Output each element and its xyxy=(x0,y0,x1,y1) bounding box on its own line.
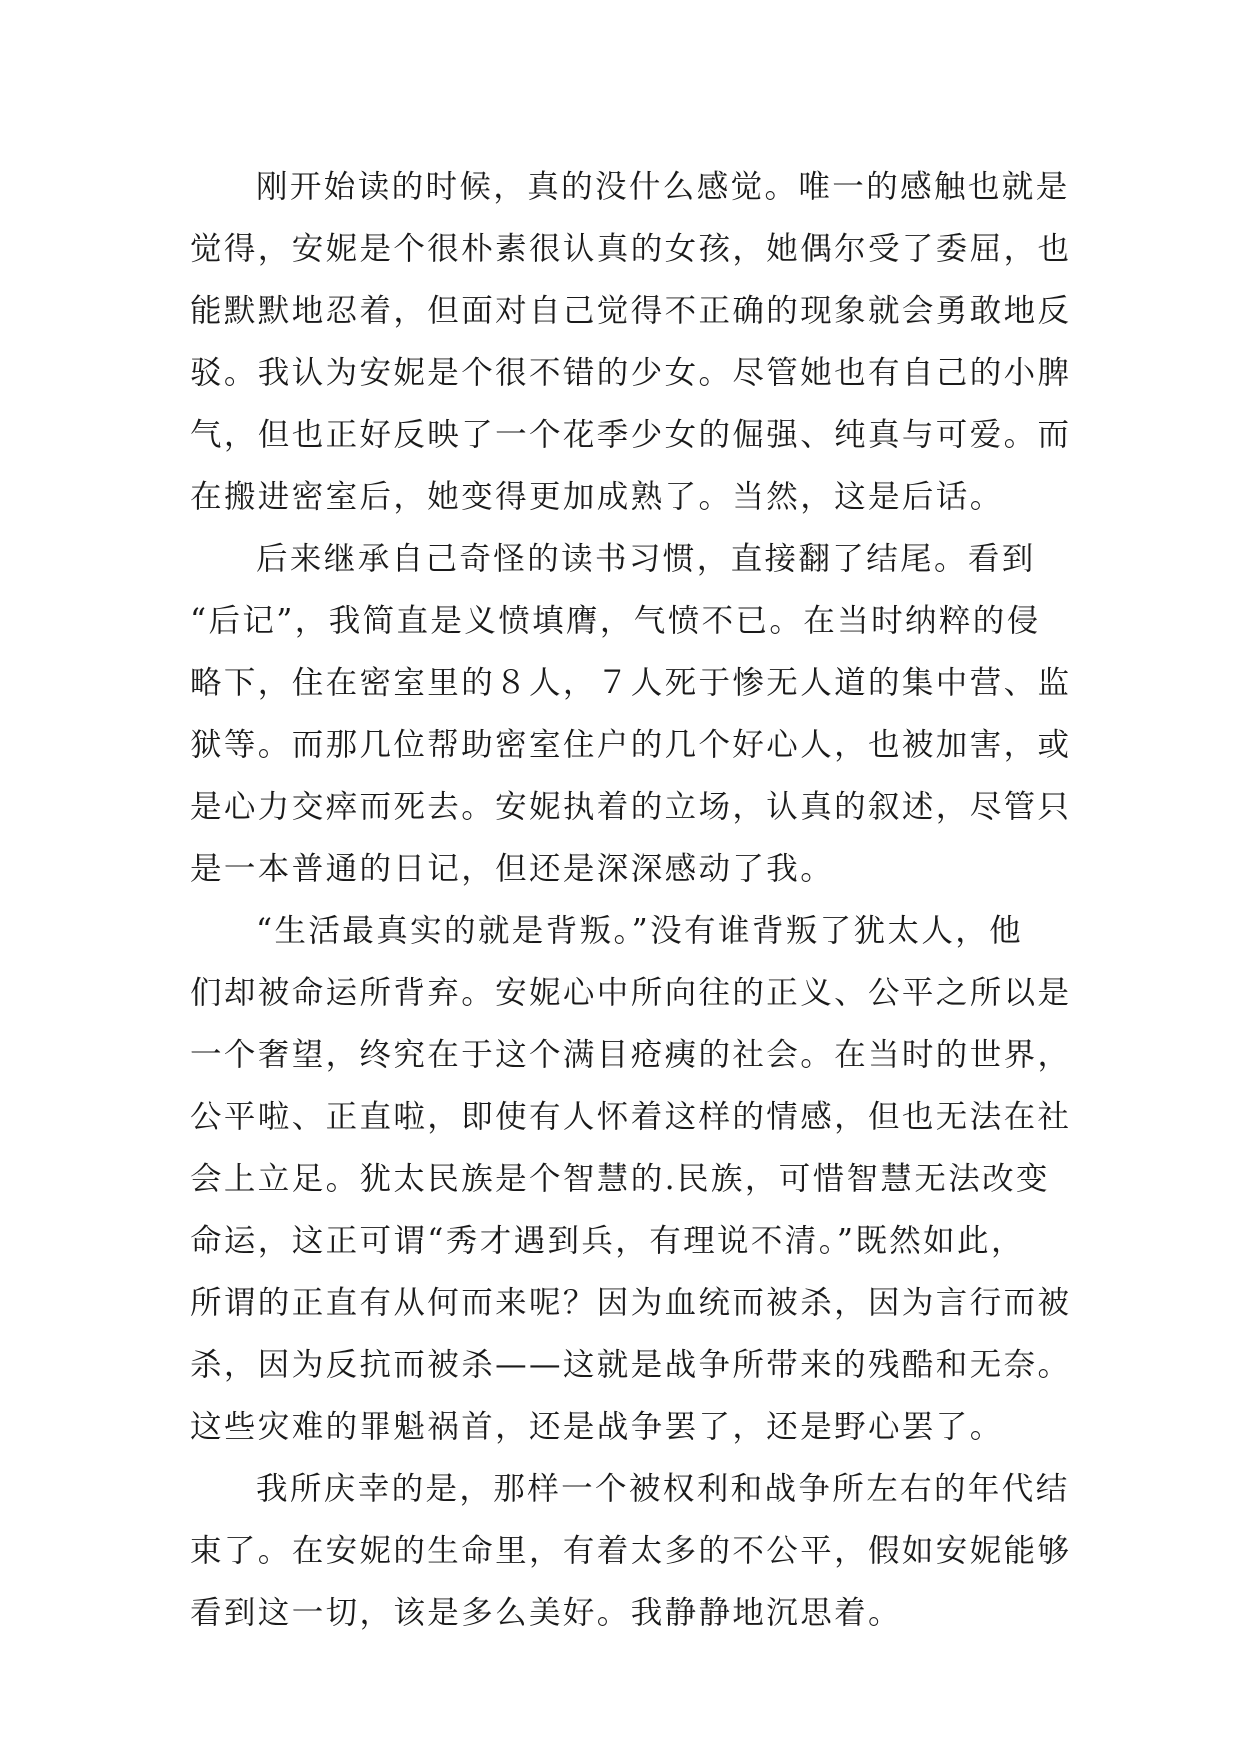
text-line: 驳。我认为安妮是个很不错的少女。尽管她也有自己的小脾 xyxy=(190,355,1072,391)
text-line: 会上立足。犹太民族是个智慧的.民族，可惜智慧无法改变 xyxy=(190,1161,1050,1197)
paragraph-3 xyxy=(190,900,1072,1458)
paragraph-1 xyxy=(190,156,1072,528)
text-line: 是一本普通的日记，但还是深深感动了我。 xyxy=(190,851,835,887)
text-line: 是心力交瘁而死去。安妮执着的立场，认真的叙述，尽管只 xyxy=(190,789,1072,825)
text-line: “后记”，我简直是义愤填膺，气愤不已。在当时纳粹的侵 xyxy=(190,603,1041,639)
text-line: 束了。在安妮的生命里，有着太多的不公平，假如安妮能够 xyxy=(190,1533,1072,1569)
text-line: 我所庆幸的是，那样一个被权利和战争所左右的年代结 xyxy=(256,1471,1070,1507)
text-line: 命运，这正可谓“秀才遇到兵，有理说不清。”既然如此， xyxy=(190,1223,1025,1259)
text-line: 觉得，安妮是个很朴素很认真的女孩，她偶尔受了委屈，也 xyxy=(190,231,1072,267)
text-line: 狱等。而那几位帮助密室住户的几个好心人，也被加害，或 xyxy=(190,727,1072,763)
text-line: 们却被命运所背弃。安妮心中所向往的正义、公平之所以是 xyxy=(190,975,1072,1011)
text-line: 在搬进密室后，她变得更加成熟了。当然，这是后话。 xyxy=(190,479,1004,515)
text-line: 一个奢望，终究在于这个满目疮痍的社会。在当时的世界， xyxy=(190,1037,1072,1073)
text-line: 看到这一切，该是多么美好。我静静地沉思着。 xyxy=(190,1595,902,1631)
document-page xyxy=(190,156,1072,1644)
text-line: 能默默地忍着，但面对自己觉得不正确的现象就会勇敢地反 xyxy=(190,293,1072,329)
text-line: 刚开始读的时候，真的没什么感觉。唯一的感触也就是 xyxy=(256,169,1070,205)
text-line: 这些灾难的罪魁祸首，还是战争罢了，还是野心罢了。 xyxy=(190,1409,1004,1445)
text-line: 杀，因为反抗而被杀——这就是战争所带来的残酷和无奈。 xyxy=(190,1347,1072,1383)
text-line: 公平啦、正直啦，即使有人怀着这样的情感，但也无法在社 xyxy=(190,1099,1072,1135)
text-line: 后来继承自己奇怪的读书习惯，直接翻了结尾。看到 xyxy=(256,541,1036,577)
text-line: 所谓的正直有从何而来呢？因为血统而被杀，因为言行而被 xyxy=(190,1285,1072,1321)
text-line: “生活最真实的就是背叛。”没有谁背叛了犹太人，他 xyxy=(256,913,1024,949)
text-line: 略下，住在密室里的８人，７人死于惨无人道的集中营、监 xyxy=(190,665,1072,701)
paragraph-2 xyxy=(190,528,1072,900)
text-line: 气，但也正好反映了一个花季少女的倔强、纯真与可爱。而 xyxy=(190,417,1072,453)
paragraph-4 xyxy=(190,1458,1072,1644)
